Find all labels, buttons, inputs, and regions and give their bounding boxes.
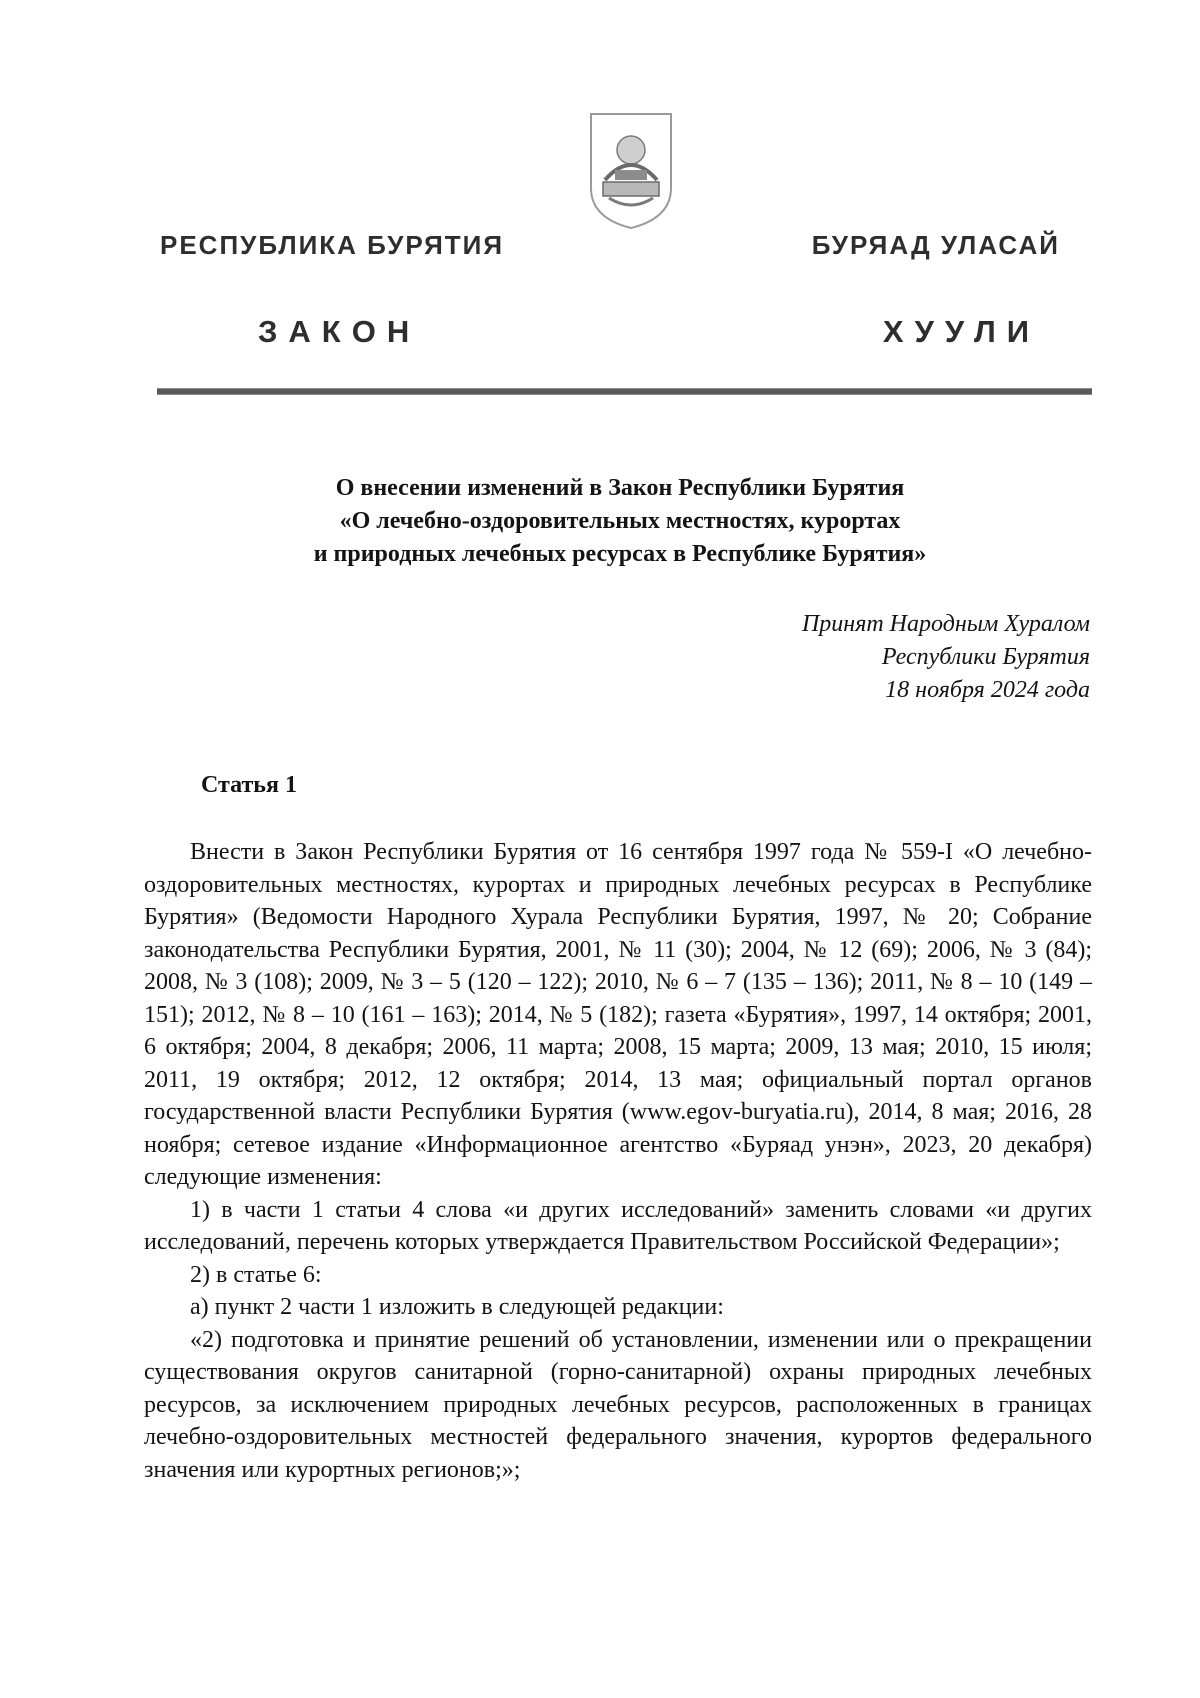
law-label-russian: ЗАКОН <box>258 314 421 349</box>
adoption-date: 18 ноября 2024 года <box>885 677 1090 703</box>
article-heading: Статья 1 <box>201 772 297 798</box>
law-title <box>150 472 1090 571</box>
article-paragraph: 2) в статье 6: <box>190 1261 322 1288</box>
article-body <box>144 836 1092 1486</box>
law-title-line: «О лечебно-оздоровительных местностях, курортах <box>339 508 901 534</box>
article-paragraph: «2) подготовка и принятие решений об установлении, изменении или о прекращении существования округов санитарной (горно-санитарной) охраны природных лечебных ресурсов, за исключением природных лечебных ресурсов, расположенных в границах лечебно-оздоровительных местностей федерального значения, курортов федерального значения или курортных регионов;»; <box>144 1326 1092 1483</box>
republic-name-buryat: БУРЯАД УЛАСАЙ <box>811 230 1060 260</box>
law-label-buryat: ХУУЛИ <box>882 314 1040 349</box>
coat-of-arms-buryatia-icon <box>585 110 677 232</box>
article-paragraph: 1) в части 1 статьи 4 слова «и других исследований» заменить словами «и других исследований, перечень которых утверждается Правительством Российской Федерации»; <box>144 1196 1092 1255</box>
header-divider <box>157 388 1092 395</box>
republic-name-russian: РЕСПУБЛИКА БУРЯТИЯ <box>160 230 505 260</box>
article-paragraph: а) пункт 2 части 1 изложить в следующей редакции: <box>190 1294 724 1320</box>
article-paragraph: Внести в Закон Республики Бурятия от 16 сентября 1997 года № 559-I «О лечебно-оздоровительных местностях, курортах и природных лечебных ресурсах в Республике Бурятия» (Ведомости Народного Хурала Республики Бурятия, 1997, № 20; Собрание законодательства Республики Бурятия, 2001, № 11 (30); 2004, № 12 (69); 2006, № 3 (84); 2008, № 3 (108); 2009, № 3 – 5 (120 – 122); 2010, № 6 – 7 (135 – 136); 2011, № 8 – 10 (149 – 151); 2012, № 8 – 10 (161 – 163); 2014, № 5 (182); газета «Бурятия», 1997, 14 октября; 2001, 6 октября; 2004, 8 декабря; 2006, 11 марта; 2008, 15 марта; 2009, 13 мая; 2010, 15 июля; 2011, 19 октября; 2012, 12 октября; 2014, 13 мая; официальный портал органов государственной власти Республики Бурятия (www.egov-buryatia.ru), 2014, 8 мая; 2016, 28 ноября; сетевое издание «Информационное агентство «Буряад унэн», 2023, 20 декабря) следующие изменения: <box>144 839 1092 1190</box>
adoption-note-line: Республики Бурятия <box>881 644 1090 670</box>
adoption-note-line: Принят Народным Хуралом <box>801 611 1090 637</box>
law-title-line: и природных лечебных ресурсах в Республике Бурятия» <box>313 541 927 567</box>
law-title-line: О внесении изменений в Закон Республики Бурятия <box>335 475 905 501</box>
adoption-note <box>802 608 1090 707</box>
